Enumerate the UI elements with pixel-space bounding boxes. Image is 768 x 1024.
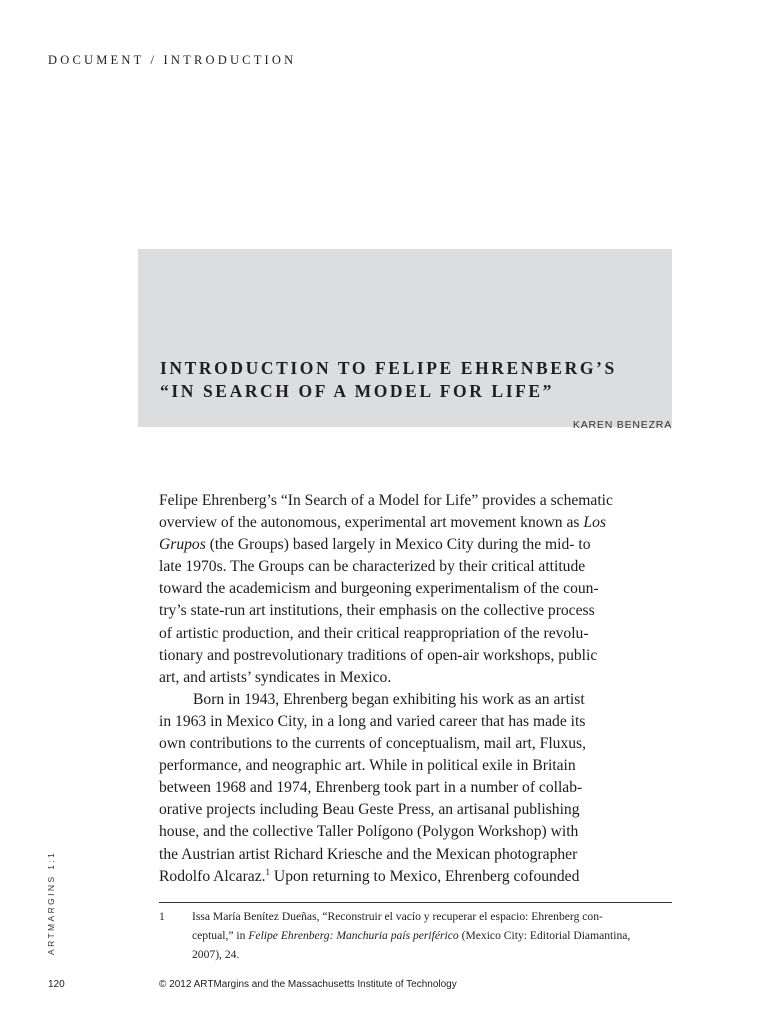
text-line (159, 512, 679, 534)
text-line: toward the academicism and burgeoning experimentalism of the coun- (159, 580, 599, 598)
copyright-notice: © 2012 ARTMargins and the Massachusetts Institute of Technology (159, 979, 457, 990)
text-line (159, 866, 679, 888)
text-line: the Austrian artist Richard Kriesche and the Mexican photographer (159, 845, 578, 863)
text-run: (Mexico City: Editorial Diamantina, (458, 929, 631, 942)
text-run: ceptual,” in (192, 929, 249, 942)
italic-title: Felipe Ehrenberg: Manchuria país periférico (248, 929, 459, 942)
text-line: own contributions to the currents of conceptualism, mail art, Fluxus, (159, 735, 587, 753)
text-line: try’s state-run art institutions, their emphasis on the collective process (159, 602, 595, 620)
text-line: tionary and postrevolutionary traditions of open-air workshops, public (159, 646, 598, 664)
text-line: performance, and neographic art. While in political exile in Britain (159, 757, 576, 775)
text-line: Born in 1943, Ehrenberg began exhibiting his work as an artist (193, 690, 585, 708)
text-line: Felipe Ehrenberg’s “In Search of a Model for Life” provides a schematic (159, 492, 613, 509)
footnote-line (192, 926, 672, 945)
italic-term: Los (583, 514, 606, 532)
title-panel (138, 249, 672, 431)
title-line: “IN SEARCH OF A MODEL FOR LIFE” (160, 381, 555, 401)
footnote-number: 1 (159, 910, 165, 923)
text-line (159, 534, 679, 556)
text-line: house, and the collective Taller Polígono (Polygon Workshop) with (159, 823, 579, 841)
text-line: of artistic production, and their critical reappropriation of the revolu- (159, 624, 589, 642)
footnote-line: Issa María Benítez Dueñas, “Reconstruir el vacío y recuperar el espacio: Ehrenberg con- (192, 910, 603, 923)
italic-term: Grupos (159, 536, 206, 554)
article-body (159, 490, 679, 888)
author-name: KAREN BENEZRA (572, 419, 672, 431)
text-run: Rodolfo Alcaraz. (159, 867, 266, 885)
text-line: in 1963 in Mexico City, in a long and varied career that has made its (159, 712, 586, 730)
page-number: 120 (48, 979, 65, 990)
text-run: (the Groups) based largely in Mexico City during the mid- to (205, 536, 591, 554)
article-title (160, 357, 617, 403)
footnote-line: 2007), 24. (192, 948, 240, 961)
text-line: orative projects including Beau Geste Press, an artisanal publishing (159, 801, 580, 819)
footnote-ref[interactable]: 1 (265, 866, 271, 877)
text-run: Upon returning to Mexico, Ehrenberg cofounded (270, 867, 580, 885)
footnote-divider (159, 902, 672, 903)
footnote-text (192, 907, 672, 964)
text-line: art, and artists’ syndicates in Mexico. (159, 668, 392, 686)
text-line: late 1970s. The Groups can be characterized by their critical attitude (159, 558, 586, 576)
text-line: between 1968 and 1974, Ehrenberg took part in a number of collab- (159, 779, 583, 797)
title-line: INTRODUCTION TO FELIPE EHRENBERG’S (160, 358, 617, 378)
journal-side-label: ARTMARGINS 1:1 (46, 850, 56, 955)
section-label: DOCUMENT / INTRODUCTION (48, 53, 297, 67)
text-run: overview of the autonomous, experimental art movement known as (159, 514, 584, 532)
